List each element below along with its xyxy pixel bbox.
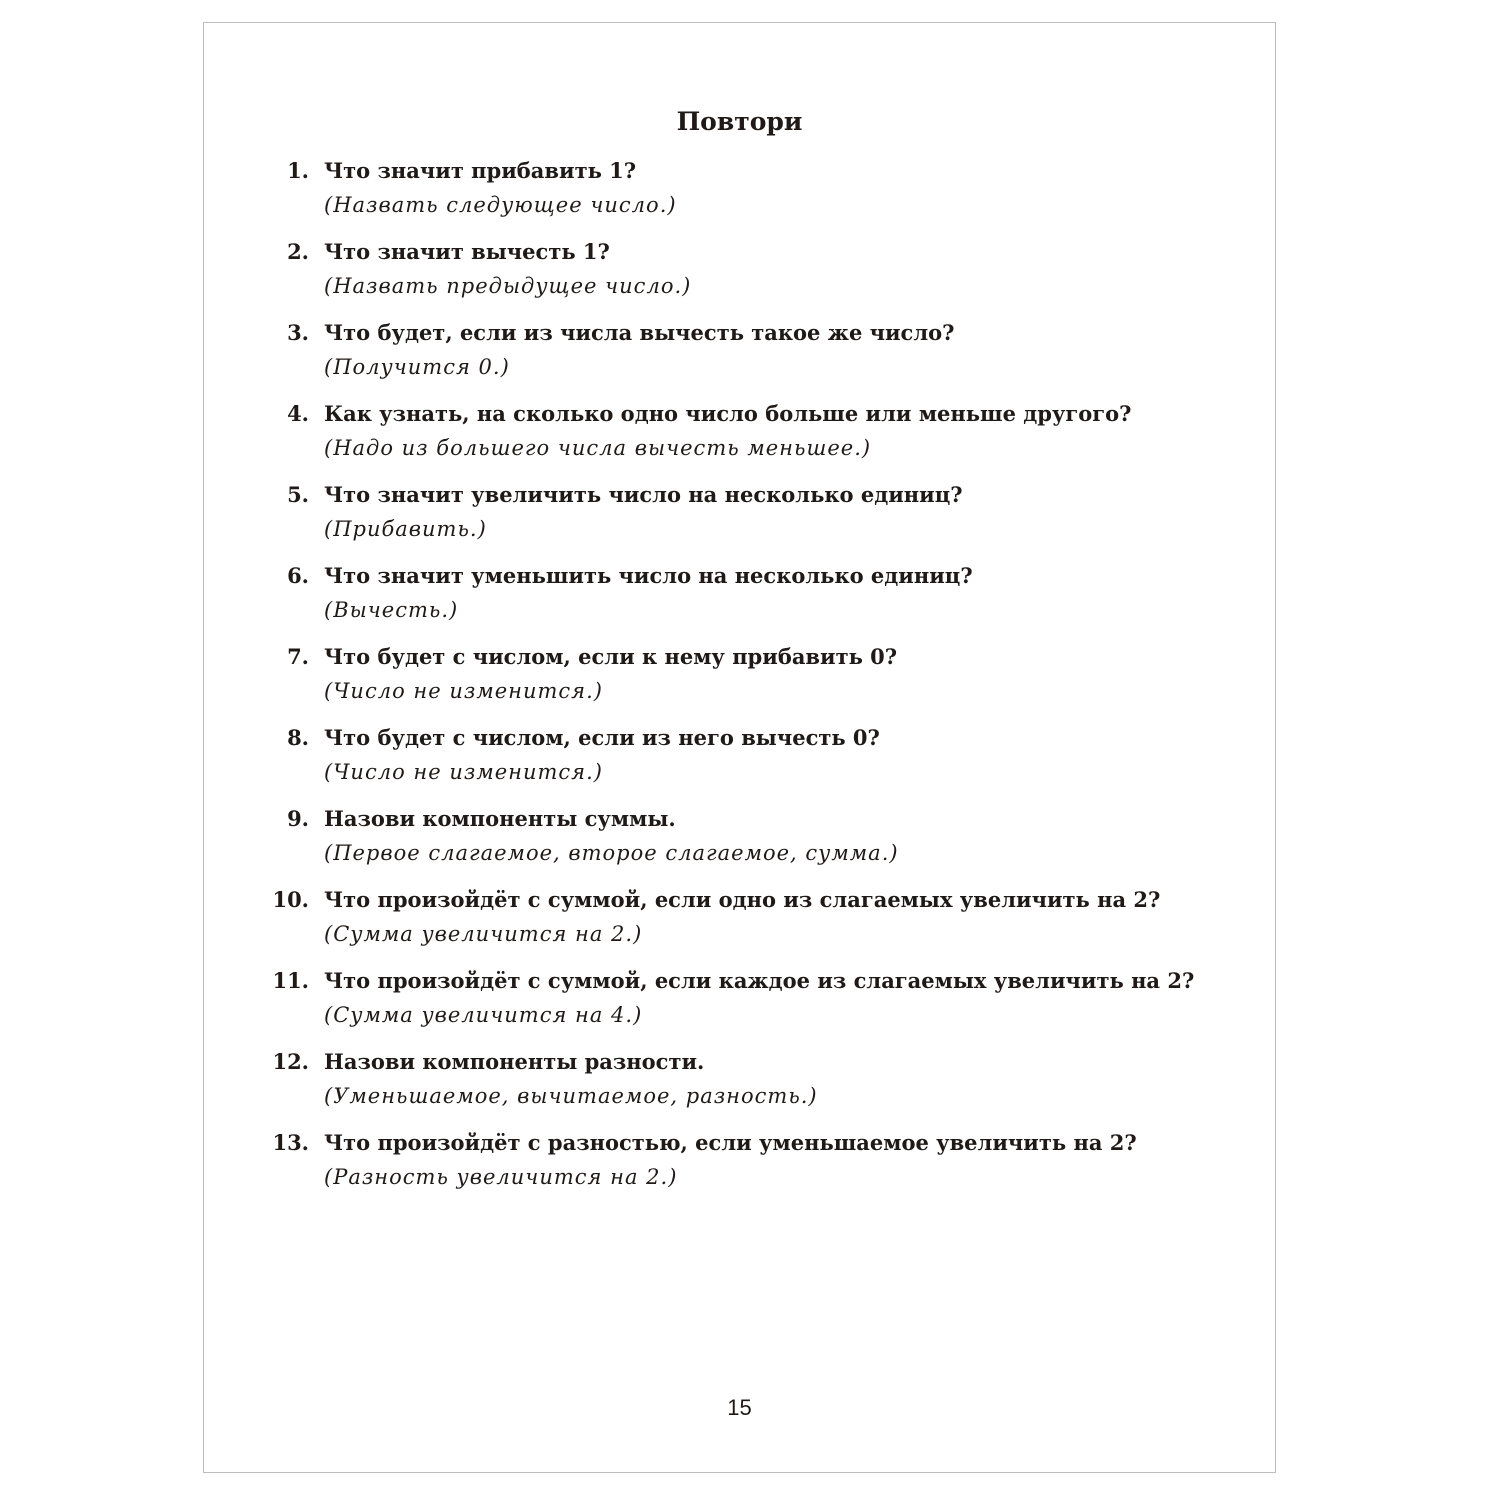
question-text: Как узнать, на сколько одно число больше или меньше другого? [324, 401, 1132, 426]
answer-text: (Надо из большего числа вычесть меньшее.) [324, 436, 872, 460]
answer-text: (Назвать следующее число.) [324, 193, 677, 217]
question-number: 2. [287, 239, 309, 264]
question-item [204, 318, 1275, 399]
question-item [204, 156, 1275, 237]
question-text: Что значит уменьшить число на несколько единиц? [324, 563, 973, 588]
question-number: 8. [287, 725, 309, 750]
answer-text: (Первое слагаемое, второе слагаемое, сумма.) [324, 841, 899, 865]
answer-text: (Прибавить.) [324, 517, 487, 541]
question-number: 5. [287, 482, 309, 507]
question-number: 1. [287, 158, 309, 183]
question-item [204, 1047, 1275, 1128]
question-item [204, 1128, 1275, 1209]
question-text: Что произойдёт с разностью, если уменьшаемое увеличить на 2? [324, 1130, 1137, 1155]
question-text: Что будет, если из числа вычесть такое же число? [324, 320, 955, 345]
question-text: Что произойдёт с суммой, если каждое из слагаемых увеличить на 2? [324, 968, 1195, 993]
answer-text: (Вычесть.) [324, 598, 459, 622]
question-list [204, 156, 1275, 1209]
question-number: 6. [287, 563, 309, 588]
question-item [204, 966, 1275, 1047]
question-text: Что произойдёт с суммой, если одно из слагаемых увеличить на 2? [324, 887, 1161, 912]
answer-text: (Разность увеличится на 2.) [324, 1165, 678, 1189]
question-text: Назови компоненты разности. [324, 1049, 705, 1074]
document-page [203, 22, 1276, 1473]
answer-text: (Число не изменится.) [324, 760, 603, 784]
question-number: 9. [287, 806, 309, 831]
answer-text: (Сумма увеличится на 2.) [324, 922, 643, 946]
question-number: 7. [287, 644, 309, 669]
question-number: 11. [272, 968, 309, 993]
question-number: 3. [287, 320, 309, 345]
question-item [204, 561, 1275, 642]
question-text: Что значит прибавить 1? [324, 158, 637, 183]
question-item [204, 237, 1275, 318]
page-title: Повтори [676, 107, 803, 136]
question-text: Что будет с числом, если к нему прибавить 0? [324, 644, 898, 669]
question-number: 4. [287, 401, 309, 426]
question-text: Что будет с числом, если из него вычесть 0? [324, 725, 880, 750]
page-number: 15 [727, 1395, 752, 1420]
question-item [204, 399, 1275, 480]
question-item [204, 804, 1275, 885]
answer-text: (Уменьшаемое, вычитаемое, разность.) [324, 1084, 818, 1108]
answer-text: (Число не изменится.) [324, 679, 603, 703]
answer-text: (Получится 0.) [324, 355, 510, 379]
answer-text: (Сумма увеличится на 4.) [324, 1003, 643, 1027]
question-number: 13. [272, 1130, 309, 1155]
question-text: Что значит вычесть 1? [324, 239, 610, 264]
question-text: Назови компоненты суммы. [324, 806, 676, 831]
answer-text: (Назвать предыдущее число.) [324, 274, 692, 298]
question-number: 12. [272, 1049, 309, 1074]
question-text: Что значит увеличить число на несколько единиц? [324, 482, 963, 507]
question-item [204, 642, 1275, 723]
question-item [204, 885, 1275, 966]
question-item [204, 480, 1275, 561]
question-number: 10. [272, 887, 309, 912]
question-item [204, 723, 1275, 804]
